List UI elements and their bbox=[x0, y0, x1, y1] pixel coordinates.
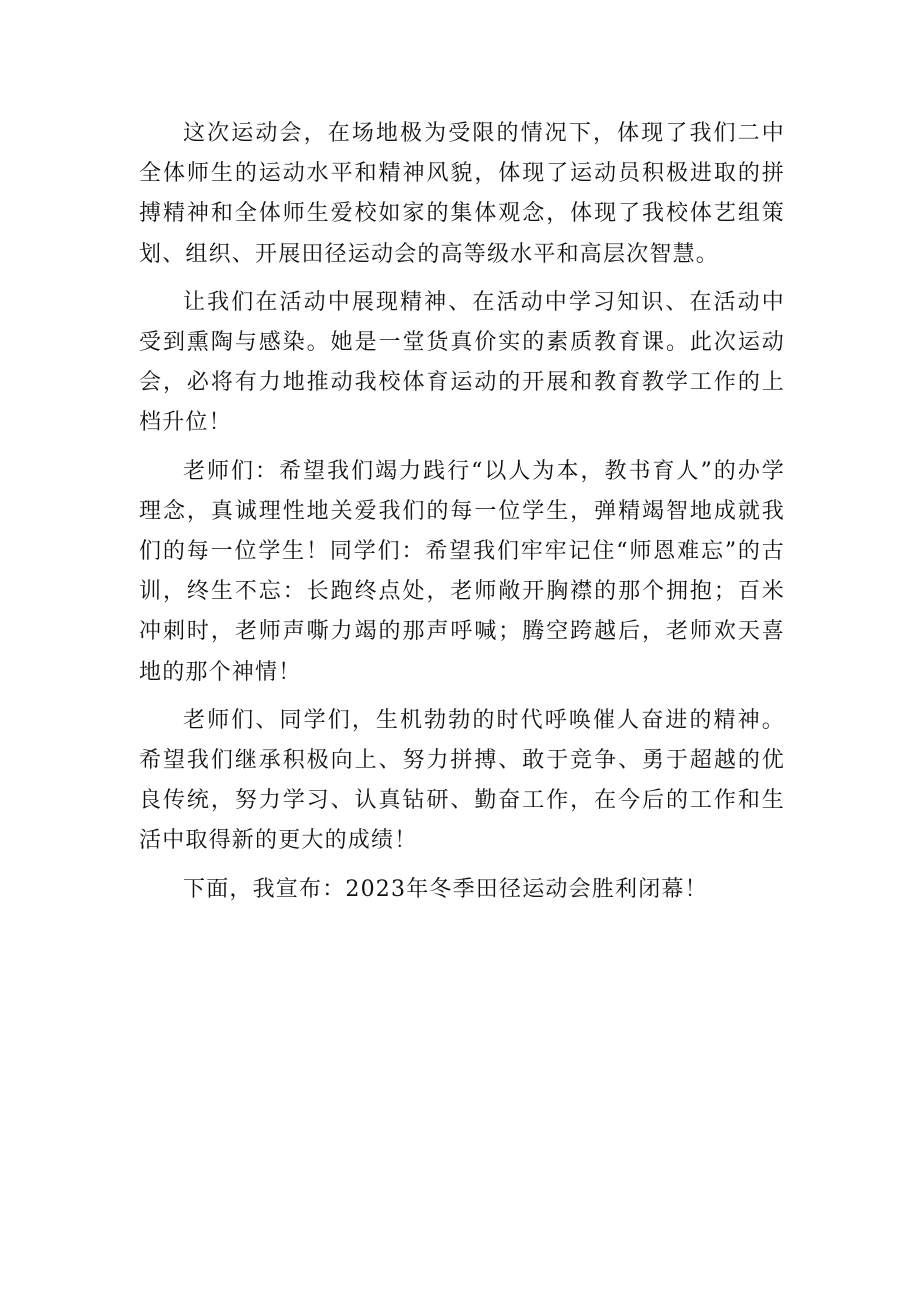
paragraph-education-value: 让我们在活动中展现精神、在活动中学习知识、在活动中受到熏陶与感染。她是一堂货真价实的素质教育课。此次运动会，必将有力地推动我校体育运动的开展和教育教学工作的上档升位！ bbox=[139, 289, 785, 436]
paragraph-encouragement: 老师们、同学们，生机勃勃的时代呼唤催人奋进的精神。希望我们继承积极向上、努力拼搏、敢于竞争、勇于超越的优良传统，努力学习、认真钻研、勤奋工作，在今后的工作和生活中取得新的更大的成绩！ bbox=[139, 707, 785, 854]
document-body bbox=[139, 114, 785, 910]
paragraph-closing-declaration: 下面，我宣布：2023年冬季田径运动会胜利闭幕！ bbox=[183, 876, 708, 902]
paragraph-achievements: 这次运动会，在场地极为受限的情况下，体现了我们二中全体师生的运动水平和精神风貌，体现了运动员积极进取的拼搏精神和全体师生爱校如家的集体观念，体现了我校体艺组策划、组织、开展田径运动会的高等级水平和高层次智慧。 bbox=[139, 121, 785, 267]
paragraph-teachers-students: 老师们：希望我们竭力践行“以人为本，教书育人”的办学理念，真诚理性地关爱我们的每一位学生，弹精竭智地成就我们的每一位学生！同学们：希望我们牢牢记住“师恩难忘”的古训，终生不忘：长跑终点处，老师敞开胸襟的那个拥抱；百米冲刺时，老师声嘶力竭的那声呼喊；腾空跨越后，老师欢天喜地的那个神情！ bbox=[139, 458, 785, 685]
